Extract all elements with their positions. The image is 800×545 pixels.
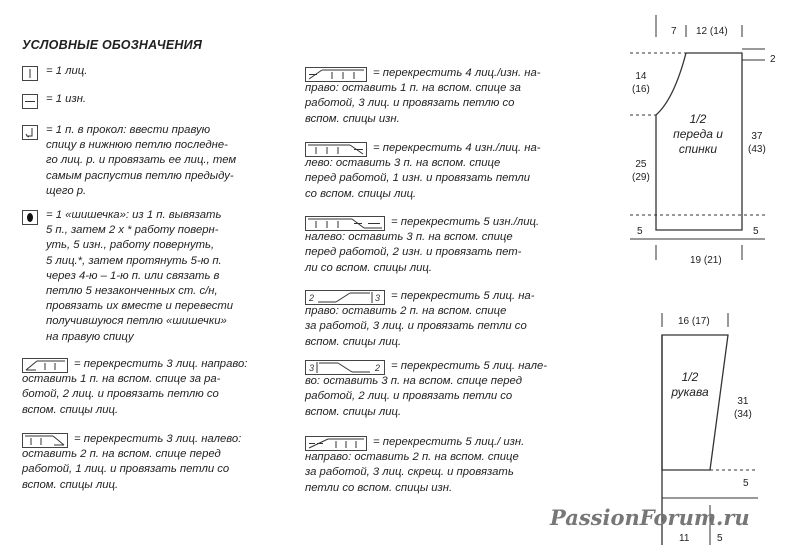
legend-text-cross-5-purl-left: = перекрестить 5 изн./лиц. налево: оставить 3 п. на вспом. спице перед работой, 2 изн. и провязать пет- ли со вспом. спицы лиц. — [305, 216, 540, 274]
knit-through-below-icon — [22, 125, 38, 140]
sleeve-piece-label: 1/2 рукава — [671, 370, 709, 399]
body-right-middle-measure: 37 (43) — [748, 131, 766, 155]
legend-entry-cross-3-left — [22, 432, 297, 493]
legend-text-cross-3-left: = перекрестить 3 лиц. налево: оставить 2 п. на вспом. спице перед работой, 1 лиц. и провязать петли со вспом. спицы лиц. — [22, 433, 242, 491]
legend-entry-cross-5-knit-right — [305, 435, 595, 496]
legend-entry-cross-3-right — [22, 357, 297, 418]
legend-entry-knit-below — [22, 123, 287, 199]
cross-4-right-icon — [305, 67, 367, 82]
legend-entry-cross-4-left — [305, 141, 595, 202]
cross-3-left-icon — [22, 433, 68, 448]
cross-5-left-icon — [305, 360, 385, 375]
legend-text-purl: = 1 изн. — [46, 93, 87, 105]
legend-text-bobble: = 1 «шишечка»: из 1 п. вывязать 5 п., затем 2 х * работу поверн- уть, 5 изн., работу повернуть, 5 лиц.*, затем протянуть 5-ю п. через 4-ю – 1-ю п. или связать в петлю 5 незаконченных ст. с/н, провязать их вместе и перевести получившуюся петлю «шишечки» на правую спицу — [46, 209, 234, 343]
legend-entry-bobble — [22, 208, 287, 345]
legend-text-knit-below: = 1 п. в прокол: ввести правую спицу в нижнюю петлю последне- го лиц. р. и провязать ее лиц., тем самым распустив петлю предыду- щего р. — [46, 124, 237, 197]
body-left-middle-measure: 25 (29) — [632, 159, 650, 183]
body-left-upper-measure: 14 (16) — [632, 71, 650, 95]
legend-entry-cross-4-right — [305, 66, 595, 127]
bobble-icon — [22, 210, 38, 225]
body-top-right-measure: 12 (14) — [696, 26, 728, 37]
cross-5-knit-right-icon — [305, 436, 367, 451]
legend-text-cross-5-left: = перекрестить 5 лиц. нале- во: оставить 3 п. на вспом. спице перед работой, 2 лиц. и провязать петли со вспом. спицы лиц. — [305, 360, 548, 418]
body-bottom-measure: 19 (21) — [690, 255, 722, 266]
cross-5-purl-left-icon — [305, 216, 385, 231]
sleeve-bottom-left-measure: 11 — [679, 533, 690, 544]
body-piece-label: 1/2 переда и спинки — [673, 112, 723, 156]
body-top-left-measure: 7 — [671, 26, 677, 37]
sleeve-top-measure: 16 (17) — [678, 316, 710, 327]
legend-title: УСЛОВНЫЕ ОБОЗНАЧЕНИЯ — [22, 38, 203, 52]
legend-text-cross-5-right: = перекрестить 5 лиц. на- право: оставить 2 п. на вспом. спице за работой, 3 лиц. и провязать петли со вспом. спицы лиц. — [305, 290, 535, 348]
body-right-top-measure: 2 — [770, 54, 776, 65]
symbol-number-3: 3 — [375, 293, 381, 303]
legend-text-cross-3-right: = перекрестить 3 лиц. направо: оставить 1 п. на вспом. спице за ра- ботой, 2 лиц. и провязать петлю со вспом. спицы лиц. — [22, 358, 248, 416]
legend-entry-purl — [22, 92, 282, 107]
symbol-number-3: 3 — [309, 363, 315, 373]
cross-3-right-icon — [22, 358, 68, 373]
watermark: PassionForum.ru — [550, 505, 750, 530]
body-right-bottom-measure: 5 — [753, 226, 759, 237]
symbol-number-2: 2 — [375, 363, 381, 373]
sleeve-bottom-right-measure: 5 — [717, 533, 723, 544]
purl-stitch-icon — [22, 94, 38, 109]
cross-5-right-icon — [305, 290, 385, 305]
sleeve-right-bottom-measure: 5 — [743, 478, 749, 489]
symbol-number-2: 2 — [309, 293, 315, 303]
legend-entry-cross-5-left — [305, 359, 595, 420]
legend-entry-knit — [22, 64, 282, 79]
sleeve-right-middle-measure: 31 (34) — [734, 396, 752, 420]
legend-text-cross-4-right: = перекрестить 4 лиц./изн. на- право: оставить 1 п. на вспом. спице за работой, 3 лиц. и провязать петлю со вспом. спицы изн. — [305, 67, 541, 125]
legend-entry-cross-5-purl-left — [305, 215, 595, 276]
cross-4-left-icon — [305, 142, 367, 157]
legend-text-knit: = 1 лиц. — [46, 65, 88, 77]
legend-text-cross-4-left: = перекрестить 4 изн./лиц. на- лево: оставить 3 п. на вспом. спице перед работой, 1 изн. и провязать петли со вспом. спицы лиц. — [305, 142, 541, 200]
knit-stitch-icon — [22, 66, 38, 81]
legend-text-cross-5-knit-right: = перекрестить 5 лиц./ изн. направо: оставить 2 п. на вспом. спице за работой, 3 лиц. скрещ. и провязать петли со вспом. спицы изн. — [305, 436, 525, 494]
legend-entry-cross-5-right — [305, 289, 595, 350]
body-left-bottom-measure: 5 — [637, 226, 643, 237]
